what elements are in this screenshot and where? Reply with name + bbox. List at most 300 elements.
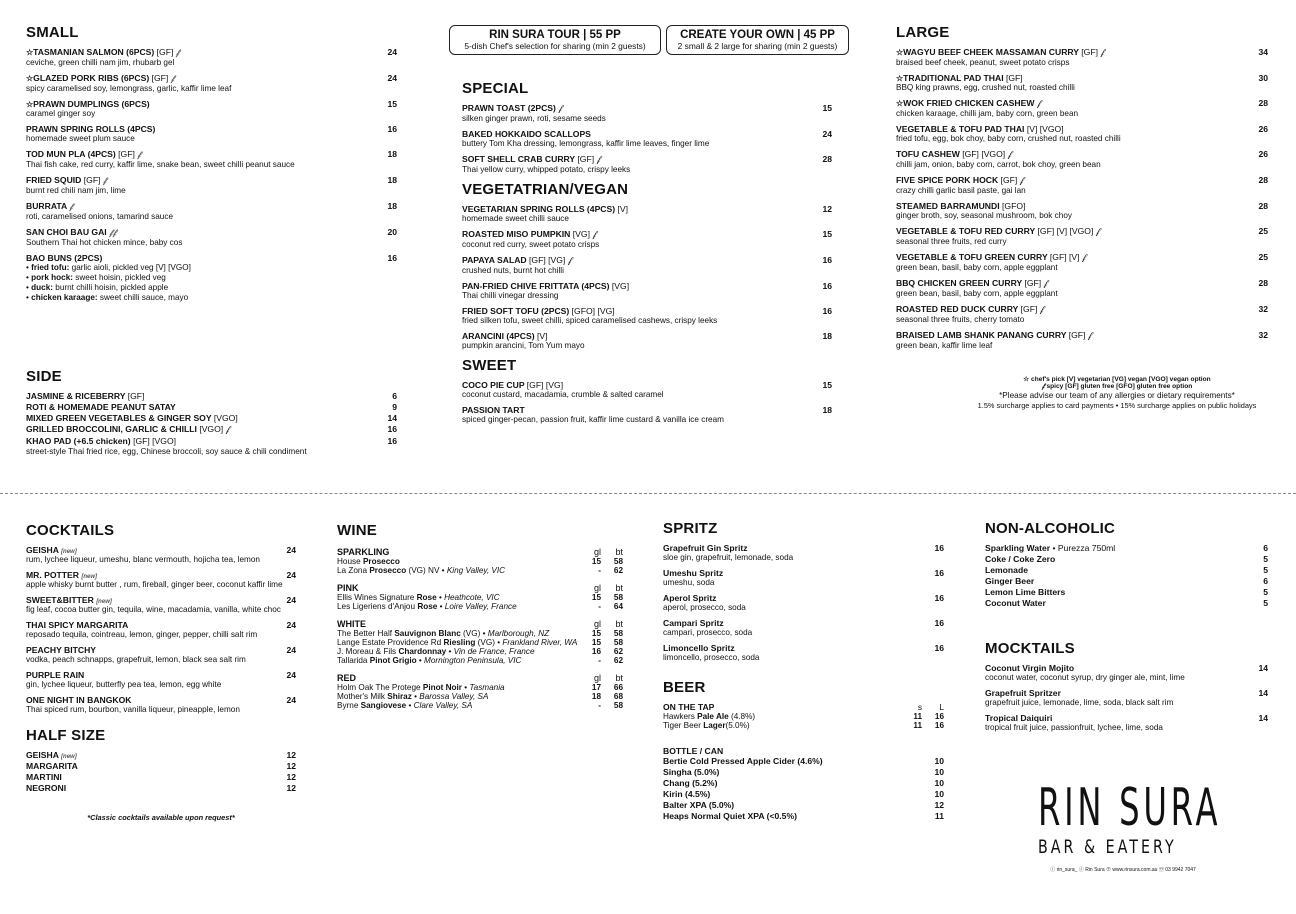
- item-row: [663, 543, 944, 553]
- menu-item: [896, 226, 1268, 247]
- item-name-wrap: [663, 568, 723, 578]
- item-desc: silken ginger prawn, roti, sesame seeds: [462, 114, 606, 123]
- wine-pre: Mother's Milk: [337, 692, 388, 701]
- menu-item: [985, 663, 1268, 683]
- item-price: 28: [822, 154, 832, 164]
- item-price: 16: [822, 281, 832, 291]
- wine-name: [337, 692, 488, 701]
- menu-item: [663, 593, 944, 613]
- item-price: 28: [1258, 98, 1268, 108]
- item-price: 14: [387, 413, 397, 423]
- menu-item: [462, 129, 832, 149]
- beer-row: [663, 712, 944, 721]
- item-price: 5: [1263, 587, 1268, 597]
- wine-name: [337, 593, 500, 602]
- item-price: 16: [387, 253, 397, 263]
- glass-price: 18: [591, 692, 601, 701]
- item-name-wrap: [462, 255, 572, 266]
- item-tag: [GF] 𝒻: [1068, 330, 1092, 340]
- bao-option-desc: garlic aioli, pickled veg [V] [VGO]: [69, 263, 191, 272]
- item-desc: umeshu, soda: [663, 578, 715, 587]
- item-row: [663, 778, 944, 788]
- item-name-wrap: [896, 175, 1024, 186]
- wine-post: •: [446, 647, 454, 656]
- item-name-wrap: [462, 380, 563, 390]
- item-name-wrap: [663, 800, 734, 810]
- item-row: [896, 175, 1268, 186]
- large-price: 16: [934, 721, 944, 730]
- item-name: KHAO PAD (+6.5 chicken): [26, 436, 131, 446]
- beer-post: (5.0%): [725, 721, 750, 730]
- item-desc: crazy chilli garlic basil paste, gai lan: [896, 186, 1026, 195]
- item-row: [26, 47, 397, 58]
- beer-name: [663, 712, 755, 721]
- item-price: 18: [822, 331, 832, 341]
- nonalc-section: [985, 520, 1268, 738]
- item-name-wrap: [663, 593, 716, 603]
- item-price: 16: [387, 436, 397, 446]
- menu-item: [663, 789, 944, 799]
- menu-item: [26, 124, 397, 144]
- item-row: [26, 620, 296, 630]
- wine-cols: [579, 619, 623, 629]
- item-name-wrap: [462, 204, 628, 214]
- item-name: WAGYU BEEF CHEEK MASSAMAN CURRY: [903, 47, 1079, 57]
- item-price: 12: [934, 800, 944, 810]
- item-name-wrap: [985, 554, 1055, 564]
- item-name-wrap: [663, 811, 797, 821]
- item-price: 25: [1258, 252, 1268, 262]
- item-row: [26, 595, 296, 605]
- item-row: [26, 670, 296, 680]
- bao-option: • fried tofu: garlic aioli, pickled veg [V] [VGO]: [26, 263, 191, 272]
- item-name: PRAWN TOAST (2PCS): [462, 103, 556, 113]
- menu-item: [896, 149, 1268, 170]
- bao-option-desc: burnt chilli hoisin, pickled apple: [53, 283, 169, 292]
- item-tag: 𝒻: [1036, 98, 1041, 108]
- item-name: VEGETABLE & TOFU GREEN CURRY: [896, 252, 1048, 262]
- wine-post: •: [437, 602, 445, 611]
- large-price: 16: [934, 712, 944, 721]
- menu-item: [985, 576, 1268, 586]
- item-name-wrap: [26, 99, 150, 109]
- item-row: [896, 149, 1268, 160]
- item-row: [663, 811, 944, 821]
- item-row: [462, 154, 832, 165]
- menu-item: [462, 405, 832, 425]
- item-price: 25: [1258, 226, 1268, 236]
- box-desc: 5-dish Chef's selection for sharing (min 2 guests): [464, 41, 646, 51]
- item-name: ROASTED MISO PUMPKIN: [462, 229, 571, 239]
- item-name-wrap: [896, 252, 1086, 263]
- menu-item: [462, 306, 832, 326]
- item-name-wrap: [985, 598, 1046, 608]
- bao-option-name: pork hock:: [31, 273, 74, 282]
- gl-label: gl: [593, 547, 601, 557]
- item-name: SAN CHOI BAU GAI: [26, 227, 107, 237]
- menu-item: [663, 568, 944, 588]
- section-title: SPRITZ: [663, 520, 718, 537]
- item-name-wrap: [663, 789, 710, 799]
- menu-item: [663, 618, 944, 638]
- item-name-wrap: [663, 767, 719, 777]
- section-title: LARGE: [896, 24, 950, 41]
- item-tag: [GF]: [83, 175, 101, 185]
- menu-item: [26, 595, 296, 615]
- tour-box: [449, 25, 661, 55]
- item-name: PASSION TART: [462, 405, 525, 415]
- wine-row: [337, 566, 623, 575]
- item-row: [663, 643, 944, 653]
- wine-post: •: [416, 656, 425, 665]
- wine-name: [337, 638, 577, 647]
- item-name: VEGETABLE & TOFU RED CURRY: [896, 226, 1036, 236]
- item-tag: [VG]: [611, 281, 630, 291]
- item-desc: coconut red curry, sweet potato crisps: [462, 240, 600, 249]
- item-price: 24: [286, 670, 296, 680]
- item-row: [663, 789, 944, 799]
- bt-label: bt: [615, 619, 623, 629]
- item-name-wrap: [896, 98, 1041, 109]
- bottle-price: 58: [613, 638, 623, 647]
- item-price: 32: [1258, 330, 1268, 340]
- section-title: SIDE: [26, 368, 62, 385]
- item-desc: Southern Thai hot chicken mince, baby cos: [26, 238, 183, 247]
- item-desc: tropical fruit juice, passionfruit, lychee, lime, soda: [985, 723, 1163, 732]
- item-name: VEGETABLE & TOFU PAD THAI: [896, 124, 1025, 134]
- wine-row: [337, 602, 623, 611]
- item-desc: ceviche, green chilli nam jim, rhubarb gel: [26, 58, 175, 67]
- item-desc: buttery Tom Kha dressing, lemongrass, kaffir lime leaves, finger lime: [462, 139, 710, 148]
- menu-item: [663, 643, 944, 663]
- item-price: 30: [1258, 73, 1268, 83]
- wine-row: [337, 701, 623, 710]
- item-tag: [GF] 𝒻: [1024, 278, 1048, 288]
- bao-option-name: chicken karaage:: [31, 293, 98, 302]
- beer-style: Pale Ale: [697, 712, 729, 721]
- item-tag: [GF]: [1005, 73, 1023, 83]
- bottle-header: BOTTLE / CAN: [663, 746, 724, 756]
- bottle-price: 62: [613, 647, 623, 656]
- item-desc: vodka, peach schnapps, grapefruit, lemon, black sea salt rim: [26, 655, 246, 664]
- item-row: [462, 204, 832, 214]
- item-price: 18: [387, 149, 397, 159]
- item-name-wrap: [896, 201, 1025, 211]
- item-row: [896, 47, 1268, 58]
- legend-line: 𝒻 spicy [GF] gluten free [GFO] gluten free option: [1041, 383, 1193, 390]
- wine-region: King Valley, VIC: [446, 566, 506, 575]
- menu-item: [663, 811, 944, 821]
- item-price: 24: [286, 570, 296, 580]
- wine-pre: Tallarida: [337, 656, 370, 665]
- wine-name: [337, 647, 535, 656]
- item-tag: [GF]: [156, 47, 174, 57]
- menu-item: [663, 767, 944, 777]
- menu-item: [462, 154, 832, 175]
- item-name-wrap: [985, 688, 1061, 698]
- item-price: 24: [286, 545, 296, 555]
- bt-label: bt: [615, 583, 623, 593]
- item-name-wrap: [985, 543, 1115, 553]
- bottle-price: 64: [613, 602, 623, 611]
- item-price: 12: [286, 772, 296, 782]
- wine-pre: Lange Estate Providence Rd: [337, 638, 444, 647]
- item-row: [26, 424, 397, 435]
- item-name-wrap: [985, 587, 1065, 597]
- item-tag: [V]: [617, 204, 629, 214]
- item-desc: homemade sweet plum sauce: [26, 134, 135, 143]
- wine-prices: [579, 593, 623, 602]
- item-price: 6: [392, 391, 397, 401]
- wine-variety: Riesling: [443, 638, 476, 647]
- item-name: MR. POTTER: [26, 570, 79, 580]
- bottle-price: 66: [613, 683, 623, 692]
- item-name-wrap: [26, 149, 141, 160]
- item-price: 16: [822, 306, 832, 316]
- bao-option: • pork hock: sweet hoisin, pickled veg: [26, 273, 166, 282]
- item-name: Coconut Virgin Mojito: [985, 663, 1075, 673]
- box-title: CREATE YOUR OWN | 45 PP: [680, 29, 835, 41]
- wine-variety: Rose: [417, 602, 438, 611]
- item-name: ROASTED RED DUCK CURRY: [896, 304, 1019, 314]
- item-name: GEISHA: [26, 545, 59, 555]
- item-row: [26, 772, 296, 782]
- item-desc: fried tofu, egg, bok choy, baby corn, crushed nut, roasted chilli: [896, 134, 1121, 143]
- wine-pre: J. Moreau & Fils: [337, 647, 399, 656]
- wine-region: Heathcote, VIC: [444, 593, 500, 602]
- menu-item: [896, 124, 1268, 144]
- item-extra: • Purezza 750ml: [1050, 543, 1116, 553]
- item-name: BRAISED LAMB SHANK PANANG CURRY: [896, 330, 1067, 340]
- item-desc: green bean, kaffir lime leaf: [896, 341, 993, 350]
- item-row: [462, 331, 832, 341]
- item-name: FRIED SOFT TOFU (2PCS): [462, 306, 570, 316]
- item-name: TOFU CASHEW: [896, 149, 960, 159]
- item-name-wrap: [462, 229, 596, 240]
- surcharge-note: 1.5% surcharge applies to card payments • 15% surcharge applies on public holidays: [977, 401, 1257, 410]
- item-name-wrap: [663, 756, 823, 766]
- item-price: 6: [1263, 576, 1268, 586]
- wine-region: Mornington Peninsula, VIC: [424, 656, 522, 665]
- item-desc: coconut custard, macadamia, crumble & salted caramel: [462, 390, 664, 399]
- item-desc: ginger broth, soy, seasonal mushroom, bok choy: [896, 211, 1072, 220]
- item-name: PAPAYA SALAD: [462, 255, 527, 265]
- item-name-wrap: [462, 154, 600, 165]
- item-price: 20: [387, 227, 397, 237]
- section-title: SWEET: [462, 357, 517, 374]
- item-row: [985, 663, 1268, 673]
- glass-price: 16: [591, 647, 601, 656]
- contact-line: ⓘ rin_sura_ ⓕ Rin Sura ⊕ www.rinsura.com.au ☏ 03 9942 7047: [1050, 867, 1196, 873]
- beer-pre: Tiger Beer: [663, 721, 704, 730]
- item-name: FIVE SPICE PORK HOCK: [896, 175, 999, 185]
- wine-row: [337, 647, 623, 656]
- wine-pre: The Better Half: [337, 629, 395, 638]
- item-row: [896, 73, 1268, 83]
- item-price: 15: [822, 103, 832, 113]
- bao-option: • duck: burnt chilli hoisin, pickled apple: [26, 283, 169, 292]
- legend: [896, 375, 1268, 411]
- item-name-wrap: [462, 306, 615, 316]
- item-desc: braised beef cheek, peanut, sweet potato crisps: [896, 58, 1070, 67]
- box-title: RIN SURA TOUR | 55 PP: [489, 29, 621, 41]
- item-price: 16: [387, 124, 397, 134]
- menu-item: [896, 330, 1268, 351]
- item-name: PEACHY BITCHY: [26, 645, 97, 655]
- item-tag: [GF]: [127, 391, 145, 401]
- item-name-wrap: [26, 391, 144, 401]
- menu-item: [985, 565, 1268, 575]
- item-row: [663, 800, 944, 810]
- item-name: GLAZED PORK RIBS (6PCS): [33, 73, 150, 83]
- chef-pick-icon: ☆: [896, 74, 904, 83]
- item-name: Lemon Lime Bitters: [985, 587, 1066, 597]
- item-name-wrap: [26, 772, 62, 782]
- item-desc: campari, prosecco, soda: [663, 628, 753, 637]
- item-name-wrap: [985, 663, 1074, 673]
- wine-group-header: [337, 583, 623, 593]
- item-name: PRAWN DUMPLINGS (6PCS): [33, 99, 150, 109]
- item-price: 16: [934, 568, 944, 578]
- item-name-wrap: [462, 129, 591, 139]
- item-tag: [GFO] [VG]: [571, 306, 615, 316]
- menu-item: [896, 278, 1268, 299]
- item-tag: [GF] 𝒻: [1020, 304, 1044, 314]
- item-tag: [VGO]: [213, 413, 238, 423]
- item-name-wrap: [26, 73, 174, 84]
- large-section: [896, 24, 1268, 411]
- item-name-wrap: [26, 227, 116, 238]
- item-name: Coconut Water: [985, 598, 1046, 608]
- item-desc: Thai spiced rum, bourbon, vanilla liqueur, pineapple, lemon: [26, 705, 240, 714]
- item-row: [985, 554, 1268, 564]
- item-name-wrap: [896, 124, 1064, 134]
- item-row: [26, 402, 397, 412]
- item-name: WOK FRIED CHICKEN CASHEW: [903, 98, 1035, 108]
- bottle-price: 62: [613, 656, 623, 665]
- item-row: [26, 413, 397, 423]
- bao-option-name: fried tofu:: [31, 263, 70, 272]
- item-row: [26, 175, 397, 186]
- item-name: PAN-FRIED CHIVE FRITTATA (4PCS): [462, 281, 610, 291]
- item-desc: Thai yellow curry, whipped potato, crispy leeks: [462, 165, 631, 174]
- beer-prices: [900, 721, 944, 730]
- bt-label: bt: [615, 547, 623, 557]
- bao-option-name: duck:: [31, 283, 53, 292]
- wine-post: (VG) •: [475, 638, 503, 647]
- menu-item: [985, 598, 1268, 608]
- item-name-wrap: [26, 761, 78, 771]
- item-name-wrap: [896, 47, 1104, 58]
- wine-variety: Sangiovese: [360, 701, 407, 710]
- wine-variety: Chardonnay: [398, 647, 447, 656]
- item-name-wrap: [896, 73, 1023, 83]
- item-desc: burnt red chili nam jim, lime: [26, 186, 126, 195]
- item-desc: spicy caramelised soy, lemongrass, garlic, kaffir lime leaf: [26, 84, 232, 93]
- item-tag: [V] [VGO]: [1026, 124, 1064, 134]
- item-row: [26, 124, 397, 134]
- item-price: 12: [822, 204, 832, 214]
- item-name: VEGETARIAN SPRING ROLLS (4PCS): [462, 204, 616, 214]
- menu-item: [985, 713, 1268, 733]
- menu-item: [26, 783, 296, 793]
- menu-item: [26, 750, 296, 760]
- item-tag: [GF] [VGO] 𝒻: [962, 149, 1012, 159]
- wine-post: (VG) •: [460, 629, 488, 638]
- item-name: BBQ CHICKEN GREEN CURRY: [896, 278, 1023, 288]
- item-price: 28: [1258, 175, 1268, 185]
- wine-post: •: [461, 683, 470, 692]
- item-name: STEAMED BARRAMUNDI: [896, 201, 1000, 211]
- item-price: 12: [286, 761, 296, 771]
- item-row: [896, 98, 1268, 109]
- item-row: [985, 587, 1268, 597]
- wine-row: [337, 683, 623, 692]
- bottle-price: 58: [613, 629, 623, 638]
- item-desc: seasonal three fruits, cherry tomato: [896, 315, 1025, 324]
- item-name: BURRATA: [26, 201, 67, 211]
- item-row: [26, 750, 296, 760]
- bao-option-desc: sweet chilli sauce, mayo: [97, 293, 189, 302]
- menu-item: [26, 772, 296, 782]
- item-row: [985, 576, 1268, 586]
- item-desc: green bean, basil, baby corn, apple eggplant: [896, 289, 1058, 298]
- item-price: 15: [387, 99, 397, 109]
- item-price: 18: [822, 405, 832, 415]
- item-name: Sparkling Water: [985, 543, 1051, 553]
- item-price: 26: [1258, 149, 1268, 159]
- beer-prices: [900, 712, 944, 721]
- wine-row: [337, 557, 623, 566]
- item-desc: sloe gin, grapefruit, lemonade, soda: [663, 553, 794, 562]
- wine-section: [337, 522, 623, 710]
- item-name: Kirin (4.5%): [663, 789, 711, 799]
- menu-item: [462, 204, 832, 224]
- item-tag: [VGO] 𝒻: [199, 424, 230, 434]
- item-price: 12: [286, 783, 296, 793]
- menu-item: [26, 695, 296, 715]
- wine-region: Vin de France, France: [453, 647, 535, 656]
- item-row: [985, 543, 1268, 553]
- item-name: TRADITIONAL PAD THAI: [903, 73, 1004, 83]
- section-title: HALF SIZE: [26, 727, 106, 744]
- wine-pre: Holm Oak The Protege: [337, 683, 423, 692]
- item-row: [896, 330, 1268, 341]
- item-name-wrap: [462, 281, 629, 291]
- menu-item: [26, 570, 296, 590]
- section-title: SMALL: [26, 24, 79, 41]
- item-name-wrap: [26, 620, 128, 630]
- item-tag: [VG] 𝒻: [572, 229, 597, 239]
- gl-label: gl: [593, 673, 601, 683]
- item-name: PRAWN SPRING ROLLS (4PCS): [26, 124, 156, 134]
- menu-item: [462, 255, 832, 276]
- item-row: [985, 713, 1268, 723]
- item-name-wrap: [462, 405, 525, 415]
- item-row: [462, 129, 832, 139]
- item-price: 5: [1263, 598, 1268, 608]
- menu-item: [26, 227, 397, 248]
- item-name-wrap: [462, 331, 547, 341]
- item-tag: 𝒻: [558, 103, 563, 113]
- item-row: [26, 391, 397, 401]
- section-title: COCKTAILS: [26, 522, 115, 539]
- menu-item: [26, 436, 397, 446]
- item-row: [896, 278, 1268, 289]
- item-tag: [V]: [536, 331, 548, 341]
- item-row: [985, 688, 1268, 698]
- item-tag: [GF] [V] [VGO] 𝒻: [1037, 226, 1100, 236]
